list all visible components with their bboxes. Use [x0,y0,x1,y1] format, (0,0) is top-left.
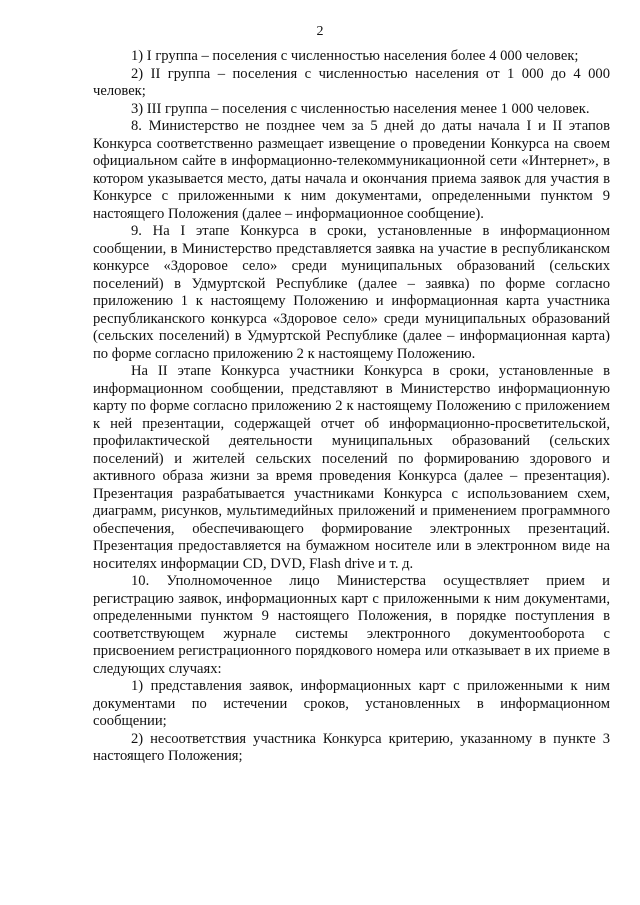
paragraph-stage-2: На II этапе Конкурса участники Конкурса в сроки, установленные в информационном сообщении, представляют в Министерство информационную карту по форме согласно приложению 2 к настоящему Положению с приложением к ней презентации, содержащей отчет об информационно-просветительской, профилактической деятельности муниципальных образований (сельских поселений) и жителей сельских поселений по формированию здорового и активного образа жизни за время проведения Конкурса (далее – презентация). Презентация разрабатывается участниками Конкурса с использованием схем, диаграмм, рисунков, мультимедийных приложений и применением программного обеспечения, обеспечивающего формирование электронных презентаций. Презентация предоставляется на бумажном носителе или в электронном виде на носителях информации CD, DVD, Flash drive и т. д. [93,363,610,572]
document-body [93,48,610,766]
paragraph-refusal-2: 2) несоответствия участника Конкурса критерию, указанному в пункте 3 настоящего Положения; [93,730,610,764]
paragraph-group-1: 1) I группа – поселения с численностью населения более 4 000 человек; [131,48,579,64]
paragraph-clause-9: 9. На I этапе Конкурса в сроки, установленные в информационном сообщении, в Министерство представляется заявка на участие в республиканском конкурсе «Здоровое село» среди муниципальных образований (сельских поселений) в Удмуртской Республике (далее – заявка) по форме согласно приложению 1 к настоящему Положению и информационная карта участника республиканского конкурса «Здоровое село» среди муниципальных образований (сельских поселений) в Удмуртской Республике (далее – информационная карта) по форме согласно приложению 2 к настоящему Положению. [93,223,610,362]
paragraph-clause-8: 8. Министерство не позднее чем за 5 дней до даты начала I и II этапов Конкурса соответственно размещает извещение о проведении Конкурса на своем официальном сайте в информационно-телекоммуникационной сети «Интернет», в котором указывается место, даты начала и окончания приема заявок для участия в Конкурсе с приложенными к ним документами, определенными пунктом 9 настоящего Положения (далее – информационное сообщение). [93,118,610,222]
paragraph-group-3: 3) III группа – поселения с численностью населения менее 1 000 человек. [131,100,590,117]
paragraph-clause-10: 10. Уполномоченное лицо Министерства осуществляет прием и регистрацию заявок, информационных карт с приложенными к ним документами, определенными пунктом 9 настоящего Положения, в порядке поступления в соответствующем журнале системы электронного документооборота с присвоением регистрационного порядкового номера или отказывает в их приеме в следующих случаях: [93,573,610,677]
paragraph-group-2: 2) II группа – поселения с численностью населения от 1 000 до 4 000 человек; [93,65,610,99]
page-number: 2 [316,24,324,39]
paragraph-refusal-1: 1) представления заявок, информационных карт с приложенными к ним документами по истечении сроков, установленных в информационном сообщении; [93,678,610,729]
